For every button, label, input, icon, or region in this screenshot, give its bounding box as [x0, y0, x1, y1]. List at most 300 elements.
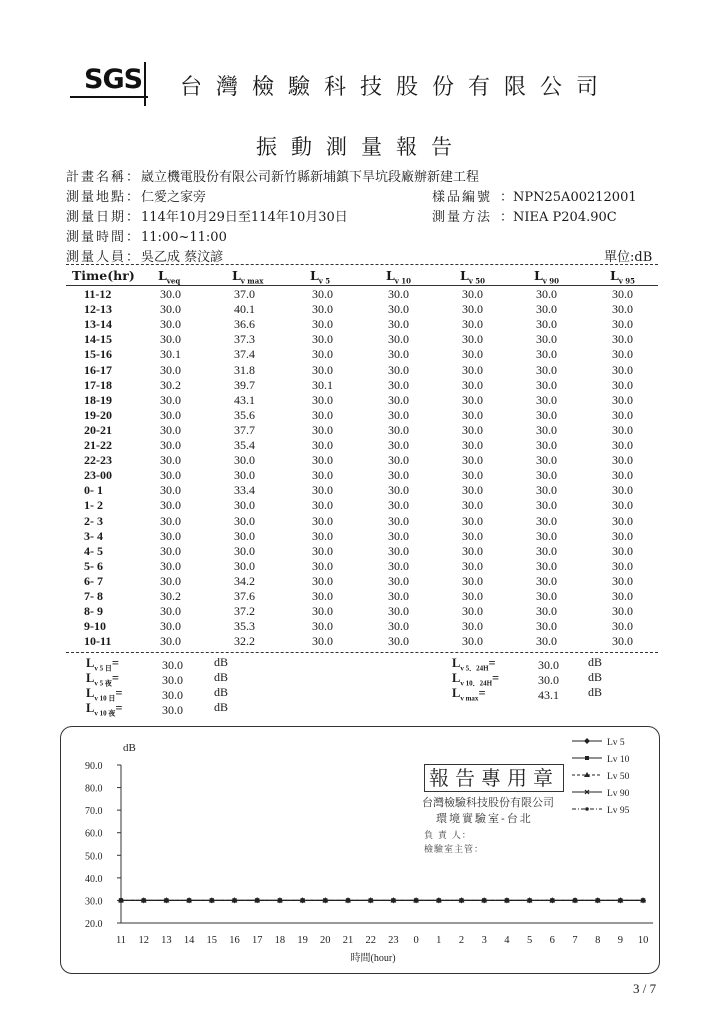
stamp-company: 台灣檢驗科技股份有限公司 [422, 796, 554, 809]
summary-equals: = [115, 701, 123, 715]
legend-label: Lv 95 [607, 806, 630, 816]
value-cell: 30.0 [160, 498, 181, 513]
value-cell: 30.0 [612, 438, 633, 452]
value-cell: 31.8 [234, 362, 255, 377]
value-cell: 30.0 [234, 543, 255, 558]
value-cell: 30.0 [536, 573, 557, 588]
value-cell: 30.0 [462, 377, 483, 392]
value-cell: 30.0 [536, 347, 557, 362]
summary-label-main: L [452, 686, 461, 700]
plan-value: 崴立機電股份有限公司新竹縣新埔鎮下旱坑段廠辦新建工程 [141, 170, 480, 185]
summary-equals: = [115, 686, 123, 700]
legend-label: Lv 10 [607, 755, 630, 765]
series-point [573, 899, 577, 903]
value-cell: 30.0 [612, 377, 633, 392]
value-cell: 30.0 [388, 317, 409, 332]
value-cell: 30.0 [462, 392, 483, 407]
value-cell: 30.0 [160, 513, 181, 528]
x-tick-label: 16 [229, 935, 240, 946]
time-cell: 14-15 [84, 332, 112, 347]
value-cell: 30.0 [462, 453, 483, 468]
series-point [210, 899, 214, 903]
value-cell: 30.0 [312, 453, 333, 468]
summary-value: 30.0 [162, 658, 183, 672]
value-cell: 30.0 [160, 302, 181, 317]
summary-label-sub: v 10 夜 [94, 709, 116, 718]
column-header-main: L [610, 268, 619, 283]
series-point [301, 899, 305, 903]
value-cell: 30.0 [160, 619, 181, 634]
value-cell: 30.0 [536, 604, 557, 619]
value-cell: 30.0 [312, 317, 333, 332]
summary-label-main: L [86, 671, 95, 685]
value-cell: 30.0 [312, 573, 333, 588]
time-cell: 2- 3 [84, 513, 103, 528]
value-cell: 30.0 [160, 438, 181, 452]
value-cell: 30.0 [312, 302, 333, 317]
column-header-sub: v 90 [542, 276, 560, 286]
value-cell: 30.0 [160, 287, 181, 301]
y-tick-label: 60.0 [85, 828, 103, 840]
value-cell: 37.0 [234, 287, 255, 301]
summary-value: 30.0 [538, 658, 559, 672]
report-stamp [422, 764, 564, 856]
value-cell: 30.0 [388, 332, 409, 347]
column-header-main: L [386, 268, 395, 283]
value-cell: 30.0 [536, 589, 557, 603]
value-cell: 30.0 [462, 558, 483, 573]
summary-label-sub: v 10 日 [94, 694, 116, 703]
time-cell: 23-00 [84, 468, 112, 483]
value-cell: 30.0 [160, 634, 181, 649]
time-cell: 12-13 [84, 302, 112, 317]
summary-label-main: L [452, 656, 461, 670]
value-cell: 30.0 [462, 317, 483, 332]
value-cell: 30.0 [388, 422, 409, 437]
value-cell: 35.6 [234, 407, 255, 422]
value-cell: 30.0 [462, 543, 483, 558]
x-tick-label: 11 [115, 935, 127, 946]
summary-unit: dB [214, 685, 229, 699]
y-tick-label: 30.0 [85, 896, 103, 908]
value-cell: 30.0 [462, 498, 483, 513]
series-point [641, 899, 645, 903]
value-cell: 43.1 [234, 392, 255, 407]
summary-equals: = [492, 671, 500, 685]
value-cell: 30.0 [388, 483, 409, 498]
value-cell: 30.0 [160, 332, 181, 347]
value-cell: 30.0 [160, 573, 181, 588]
sample-label: 樣品編號 [432, 190, 493, 205]
legend-label: Lv 90 [607, 789, 630, 799]
value-cell: 30.0 [612, 634, 633, 649]
column-header-sub: v 5 [318, 276, 331, 286]
value-cell: 30.0 [536, 362, 557, 377]
value-cell: 37.4 [234, 347, 255, 362]
x-tick-label: 20 [320, 935, 331, 946]
x-tick-label: 8 [595, 935, 601, 946]
value-cell: 30.0 [312, 392, 333, 407]
x-tick-label: 7 [572, 935, 578, 946]
summary-unit: dB [214, 670, 229, 684]
time-cell: 3- 4 [84, 528, 103, 543]
series-point [187, 899, 191, 903]
x-tick-label: 17 [251, 935, 263, 946]
value-cell: 30.0 [612, 619, 633, 634]
summary-label-main: L [86, 656, 95, 670]
value-cell: 30.0 [612, 302, 633, 317]
value-cell: 30.0 [536, 302, 557, 317]
value-cell: 30.0 [536, 619, 557, 634]
company-name: 台灣檢驗科技股份有限公司 [180, 75, 613, 100]
value-cell: 30.0 [388, 558, 409, 573]
value-cell: 30.0 [388, 543, 409, 558]
time-cell: 4- 5 [84, 543, 103, 558]
value-cell: 30.0 [612, 287, 633, 301]
legend-marker [585, 807, 589, 811]
stamp-supervisor: 檢驗室主管： [424, 845, 485, 855]
y-tick-label: 70.0 [85, 806, 103, 818]
value-cell: 30.0 [312, 422, 333, 437]
series-point [278, 899, 282, 903]
unit-label: 單位:dB [604, 250, 653, 265]
value-cell: 35.3 [234, 619, 255, 634]
value-cell: 37.3 [234, 332, 255, 347]
summary-equals: = [111, 656, 119, 670]
value-cell: 30.0 [388, 573, 409, 588]
time-cell: 7- 8 [84, 589, 103, 603]
value-cell: 30.0 [612, 347, 633, 362]
value-cell: 30.0 [234, 558, 255, 573]
value-cell: 30.0 [160, 407, 181, 422]
summary-equals: = [111, 671, 119, 685]
x-tick-label: 12 [138, 935, 149, 946]
time-cell: 1- 2 [84, 498, 103, 513]
value-cell: 30.0 [160, 362, 181, 377]
time-cell: 21-22 [84, 438, 112, 452]
x-tick-label: 4 [504, 935, 510, 946]
series-point [119, 899, 123, 903]
value-cell: 30.0 [612, 589, 633, 603]
value-cell: 30.0 [536, 438, 557, 452]
value-cell: 30.0 [536, 558, 557, 573]
value-cell: 30.0 [234, 468, 255, 483]
summary-label-main: L [86, 701, 95, 715]
time-value: 11:00~11:00 [141, 230, 227, 245]
column-header-main: Time(hr) [72, 268, 135, 283]
value-cell: 30.0 [462, 468, 483, 483]
value-cell: 30.0 [536, 543, 557, 558]
value-cell: 30.0 [160, 453, 181, 468]
value-cell: 30.0 [536, 287, 557, 301]
value-cell: 30.0 [612, 317, 633, 332]
value-cell: 30.0 [388, 513, 409, 528]
date-value: 114年10月29日至114年10月30日 [141, 210, 348, 225]
value-cell: 30.0 [388, 347, 409, 362]
column-header-sub: veq [166, 276, 181, 286]
value-cell: 30.0 [462, 362, 483, 377]
legend-label: Lv 5 [607, 738, 625, 748]
value-cell: 30.0 [462, 528, 483, 543]
summary-label-sub: v max [460, 694, 479, 703]
series-point [392, 899, 396, 903]
method-value: ：NIEA P204.90C [500, 210, 617, 225]
series-point [619, 899, 623, 903]
x-tick-label: 15 [206, 935, 218, 946]
value-cell: 30.0 [612, 407, 633, 422]
value-cell: 30.0 [388, 377, 409, 392]
method-label: 測量方法 [432, 210, 493, 225]
value-cell: 30.0 [612, 483, 633, 498]
series-point [482, 899, 486, 903]
x-tick-label: 14 [183, 935, 195, 946]
stamp-responsible: 負 責 人： [424, 831, 472, 841]
value-cell: 30.0 [536, 528, 557, 543]
time-cell: 15-16 [84, 347, 112, 362]
value-cell: 30.0 [234, 453, 255, 468]
value-cell: 37.2 [234, 604, 255, 619]
value-cell: 34.2 [234, 573, 255, 588]
y-tick-label: 90.0 [85, 761, 103, 772]
value-cell: 30.0 [160, 317, 181, 332]
summary-label-sub: v 5．24H [460, 664, 489, 673]
value-cell: 30.0 [234, 513, 255, 528]
value-cell: 30.0 [536, 483, 557, 498]
value-cell: 30.0 [462, 619, 483, 634]
value-cell: 30.2 [160, 589, 181, 603]
column-header-main: L [158, 268, 167, 283]
value-cell: 30.0 [462, 302, 483, 317]
time-cell: 6- 7 [84, 573, 103, 588]
value-cell: 30.0 [160, 483, 181, 498]
value-cell: 30.0 [312, 468, 333, 483]
x-tick-label: 1 [436, 935, 442, 946]
value-cell: 30.0 [312, 332, 333, 347]
summary-label-main: L [86, 686, 95, 700]
logo-text: SGS [84, 64, 143, 95]
time-cell: 22-23 [84, 453, 112, 468]
series-point [528, 899, 532, 903]
x-tick-label: 19 [297, 935, 308, 946]
x-tick-label: 10 [637, 935, 649, 946]
value-cell: 30.0 [388, 468, 409, 483]
series-point [346, 899, 350, 903]
value-cell: 30.0 [462, 483, 483, 498]
value-cell: 30.0 [160, 422, 181, 437]
value-cell: 30.0 [612, 468, 633, 483]
time-cell: 11-12 [84, 287, 112, 301]
value-cell: 30.0 [388, 634, 409, 649]
value-cell: 30.0 [312, 589, 333, 603]
value-cell: 30.0 [388, 619, 409, 634]
value-cell: 30.0 [312, 347, 333, 362]
value-cell: 30.0 [536, 377, 557, 392]
time-label: 測量時間： [66, 230, 142, 245]
summary-label-sub: v 10．24H [460, 679, 493, 688]
column-header-main: L [534, 268, 543, 283]
value-cell: 30.0 [388, 604, 409, 619]
series-point [505, 899, 509, 903]
series-point [437, 899, 441, 903]
value-cell: 30.0 [612, 453, 633, 468]
value-cell: 30.0 [612, 332, 633, 347]
value-cell: 30.0 [160, 543, 181, 558]
value-cell: 30.0 [388, 589, 409, 603]
series-point [460, 899, 464, 903]
value-cell: 30.0 [612, 513, 633, 528]
column-header-sub: v 50 [468, 276, 486, 286]
value-cell: 30.0 [536, 332, 557, 347]
summary-unit: dB [588, 685, 603, 699]
series-point [596, 899, 600, 903]
x-tick-label: 5 [526, 935, 533, 946]
value-cell: 30.0 [388, 453, 409, 468]
series-point [233, 899, 237, 903]
value-cell: 30.0 [462, 287, 483, 301]
report-title: 振動測量報告 [256, 135, 466, 159]
summary-equals: = [478, 686, 486, 700]
value-cell: 30.0 [462, 422, 483, 437]
page-number: 3 / 7 [633, 981, 657, 996]
time-cell: 5- 6 [84, 558, 103, 573]
summary-value: 30.0 [162, 703, 183, 717]
summary-value: 30.0 [162, 688, 183, 702]
time-cell: 17-18 [84, 377, 112, 392]
value-cell: 30.0 [312, 543, 333, 558]
value-cell: 33.4 [234, 483, 255, 498]
value-cell: 30.0 [536, 513, 557, 528]
value-cell: 30.0 [462, 589, 483, 603]
y-tick-label: 20.0 [85, 919, 103, 930]
time-cell: 0- 1 [84, 483, 103, 498]
value-cell: 30.1 [160, 347, 181, 362]
value-cell: 30.0 [234, 498, 255, 513]
time-cell: 18-19 [84, 392, 112, 407]
summary-unit: dB [214, 700, 229, 714]
value-cell: 30.1 [312, 377, 333, 392]
x-tick-label: 23 [388, 935, 399, 946]
stamp-lab: 環境實驗室-台北 [436, 812, 533, 825]
value-cell: 30.0 [312, 513, 333, 528]
column-header-sub: v 10 [394, 276, 412, 286]
value-cell: 40.1 [234, 302, 255, 317]
legend-marker [584, 738, 590, 744]
value-cell: 30.0 [536, 453, 557, 468]
value-cell: 30.0 [312, 528, 333, 543]
value-cell: 30.0 [160, 392, 181, 407]
value-cell: 30.0 [312, 604, 333, 619]
x-tick-label: 6 [549, 935, 555, 946]
x-tick-label: 2 [458, 935, 465, 946]
column-header-main: L [460, 268, 469, 283]
value-cell: 30.0 [388, 362, 409, 377]
legend-marker [585, 756, 589, 760]
value-cell: 30.0 [612, 498, 633, 513]
summary-unit: dB [214, 655, 229, 669]
summary-equals: = [488, 656, 496, 670]
location-label: 測量地點： [66, 190, 142, 205]
value-cell: 30.0 [160, 604, 181, 619]
time-cell: 16-17 [84, 362, 112, 377]
value-cell: 30.0 [312, 407, 333, 422]
value-cell: 37.6 [234, 589, 255, 603]
time-cell: 10-11 [84, 634, 112, 649]
value-cell: 30.0 [612, 604, 633, 619]
value-cell: 30.0 [536, 634, 557, 649]
value-cell: 30.0 [462, 407, 483, 422]
value-cell: 30.0 [160, 558, 181, 573]
value-cell: 30.0 [312, 498, 333, 513]
summary-value: 30.0 [538, 673, 559, 687]
value-cell: 30.0 [312, 619, 333, 634]
value-cell: 30.0 [312, 634, 333, 649]
value-cell: 37.7 [234, 422, 255, 437]
value-cell: 30.2 [160, 377, 181, 392]
x-tick-label: 21 [342, 935, 354, 946]
y-tick-label: 40.0 [85, 873, 103, 885]
value-cell: 30.0 [536, 392, 557, 407]
value-cell: 30.0 [612, 558, 633, 573]
legend-label: Lv 50 [607, 772, 630, 782]
value-cell: 30.0 [612, 422, 633, 437]
value-cell: 30.0 [388, 528, 409, 543]
value-cell: 30.0 [462, 604, 483, 619]
time-cell: 13-14 [84, 317, 112, 332]
column-header-main: L [232, 268, 241, 283]
value-cell: 30.0 [612, 573, 633, 588]
value-cell: 30.0 [612, 362, 633, 377]
value-cell: 30.0 [462, 347, 483, 362]
value-cell: 30.0 [612, 543, 633, 558]
x-tick-label: 0 [413, 935, 419, 946]
value-cell: 30.0 [462, 573, 483, 588]
x-tick-label: 3 [481, 935, 487, 946]
series-point [369, 899, 373, 903]
value-cell: 30.0 [312, 287, 333, 301]
value-cell: 30.0 [388, 438, 409, 452]
value-cell: 30.0 [536, 468, 557, 483]
value-cell: 30.0 [462, 332, 483, 347]
sample-value: ：NPN25A00212001 [500, 190, 637, 205]
series-point [142, 899, 146, 903]
x-tick-label: 9 [617, 935, 624, 946]
series-point [324, 899, 328, 903]
value-cell: 30.0 [234, 528, 255, 543]
value-cell: 30.0 [312, 558, 333, 573]
value-cell: 30.0 [536, 317, 557, 332]
series-point [414, 899, 418, 903]
value-cell: 35.4 [234, 438, 255, 452]
value-cell: 30.0 [462, 438, 483, 452]
value-cell: 30.0 [388, 287, 409, 301]
y-axis-label: dB [123, 742, 136, 754]
plan-label: 計畫名稱： [66, 170, 142, 185]
value-cell: 39.7 [234, 377, 255, 392]
date-label: 測量日期： [66, 210, 142, 225]
y-tick-label: 50.0 [85, 851, 103, 863]
value-cell: 30.0 [312, 438, 333, 452]
summary-value: 43.1 [538, 688, 559, 702]
column-header-sub: v max [240, 276, 264, 286]
time-cell: 19-20 [84, 407, 112, 422]
value-cell: 30.0 [312, 483, 333, 498]
stamp-title: 報告專用章 [424, 764, 564, 792]
value-cell: 30.0 [312, 362, 333, 377]
x-tick-label: 13 [161, 935, 172, 946]
time-cell: 9-10 [84, 619, 106, 634]
value-cell: 30.0 [536, 498, 557, 513]
series-point [255, 899, 259, 903]
